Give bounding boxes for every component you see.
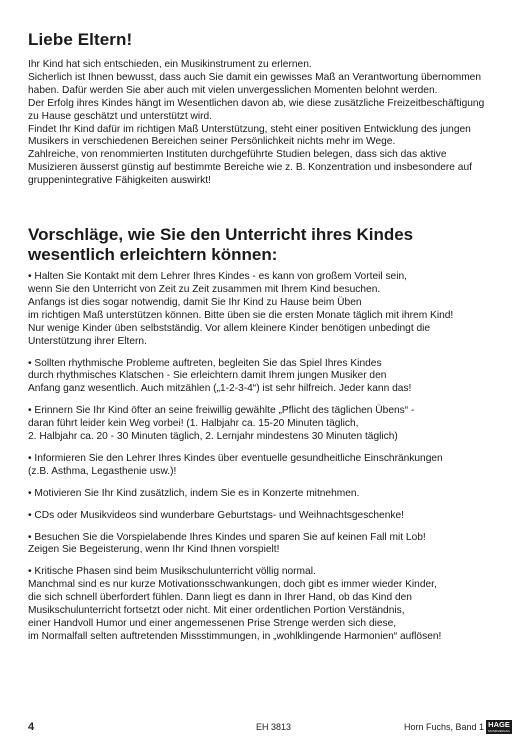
tip-line: • Besuchen Sie die Vorspielabende Ihres Kindes und sparen Sie auf keinen Fall mit Lob!: [28, 531, 426, 543]
intro-line: haben. Dafür werden Sie aber auch mit vielen unvergesslichen Momenten belohnt werden.: [28, 84, 438, 96]
tip-line: 2. Halbjahr ca. 20 - 30 Minuten täglich, 2. Lernjahr mindestens 30 Minuten täglich): [28, 431, 398, 443]
tip-item: [28, 271, 512, 348]
tip-item: [28, 566, 512, 643]
logo-text: HAGE: [488, 720, 510, 729]
page-number: 4: [28, 721, 35, 733]
intro-line: Musizieren äusserst günstig auf bestimmte Bereiche wie z. B. Konzentration und insbesondere auf: [28, 162, 472, 174]
intro-line: Musikers in verschiedenen Bereichen seiner Persönlichkeit nichts mehr im Wege.: [28, 136, 396, 148]
tips-heading-line: Vorschläge, wie Sie den Unterricht ihres Kindes: [28, 225, 414, 245]
tip-item: [28, 358, 512, 397]
intro-line: Ihr Kind hat sich entschieden, ein Musikinstrument zu erlernen.: [28, 59, 312, 70]
tip-line: Musikschulunterricht fortsetzt oder nicht. Mit einer ordentlichen Portion Verständnis,: [28, 605, 405, 617]
tip-line: • Halten Sie Kontakt mit dem Lehrer Ihres Kindes - es kann von großem Vorteil sein,: [28, 271, 407, 283]
tip-line: • Informieren Sie den Lehrer Ihres Kindes über eventuelle gesundheitliche Einschränkungen: [28, 452, 443, 464]
page-content: [28, 30, 512, 653]
tips-list: [28, 271, 512, 644]
tip-line: daran führt leider kein Weg vorbei! (1. Halbjahr ca. 15-20 Minuten täglich,: [28, 418, 359, 430]
tip-item: [28, 405, 512, 444]
intro-line: Sicherlich ist Ihnen bewusst, dass auch Sie damit ein gewisses Maß an Verantwortung übernommen: [28, 71, 482, 83]
intro-line: zu Hause geschätzt und unterstützt wird.: [28, 110, 213, 122]
tip-line: Unterstützung ihrer Eltern.: [28, 335, 147, 347]
tip-line: die sich schnell überfordert fühlen. Dann liegt es dann in Ihrer Hand, ob das Kind den: [28, 592, 412, 604]
tips-heading: [28, 225, 512, 265]
tip-line: • Erinnern Sie Ihr Kind öfter an seine freiwillig gewählte „Pflicht des täglichen Übens“ -: [28, 405, 415, 417]
series-title: Horn Fuchs, Band 1: [403, 722, 484, 732]
tip-line: • Kritische Phasen sind beim Musikschulunterricht völlig normal.: [28, 566, 316, 578]
tip-line: im Normalfall selten auftretenden Missstimmungen, in „wohlklingende Harmonien“ auflösen!: [28, 630, 442, 642]
tip-line: Anfangs ist dies sogar notwendig, damit Sie Ihr Kind zu Hause beim Üben: [28, 296, 362, 308]
tip-line: einer Handvoll Humor und einer angemessenen Prise Strenge werden sich diese,: [28, 618, 397, 629]
intro-line: Findet Ihr Kind dafür im richtigen Maß Unterstützung, steht einer positiven Entwicklung des jungen: [28, 123, 471, 135]
intro-heading: Liebe Eltern!: [28, 30, 133, 49]
tip-line: Zeigen Sie Begeisterung, wenn Ihr Kind Ihnen vorspielt!: [28, 544, 280, 556]
tip-line: • Sollten rhythmische Probleme auftreten, begleiten Sie das Spiel Ihres Kindes: [28, 357, 382, 369]
publisher-logo: [486, 720, 512, 734]
page-footer: [28, 722, 512, 736]
section-gap: [28, 188, 512, 225]
intro-line: Der Erfolg ihres Kindes hängt im Wesentlichen davon ab, wie diese zusätzliche Freizeitbeschäftigung: [28, 97, 485, 109]
tip-line: Anfang ganz wesentlich. Auch mitzählen („1-2-3-4“) ist sehr hilfreich. Jeder kann das!: [28, 383, 412, 395]
intro-line: Zahlreiche, von renommierten Instituten durchgeführte Studien belegen, dass sich das aktive: [28, 149, 447, 161]
logo-subtext: MUSIKVERLAG: [488, 729, 510, 733]
tip-item: [28, 532, 512, 558]
tip-line: durch rhythmisches Klatschen - Sie erleichtern damit Ihrem jungen Musiker den: [28, 370, 387, 382]
tips-heading-line: wesentlich erleichtern können:: [28, 245, 278, 265]
tip-line: im richtigen Maß unterstützen können. Bitte üben sie die ersten Monate täglich mit ihrem Kind!: [28, 309, 454, 321]
tip-item: [28, 488, 512, 501]
tip-item: [28, 510, 512, 523]
tip-line: Manchmal sind es nur kurze Motivationsschwankungen, doch gibt es immer wieder Kinder,: [28, 579, 437, 591]
tip-line: • CDs oder Musikvideos sind wunderbare Geburtstags- und Weihnachtsgeschenke!: [28, 509, 404, 521]
tip-line: • Motivieren Sie Ihr Kind zusätzlich, indem Sie es in Konzerte mitnehmen.: [28, 487, 360, 499]
tip-item: [28, 453, 512, 479]
tip-line: (z.B. Asthma, Legasthenie usw.)!: [28, 465, 177, 477]
tip-line: wenn Sie den Unterricht von Zeit zu Zeit zusammen mit Ihrem Kind besuchen.: [28, 283, 381, 295]
tip-line: Nur wenige Kinder üben selbstständig. Vor allem kleinere Kinder benötigen unbedingt die: [28, 322, 431, 334]
intro-line: gruppenintegrative Fähigkeiten auswirkt!: [28, 175, 211, 187]
edition-code: EH 3813: [256, 722, 292, 732]
intro-text: [28, 59, 512, 188]
